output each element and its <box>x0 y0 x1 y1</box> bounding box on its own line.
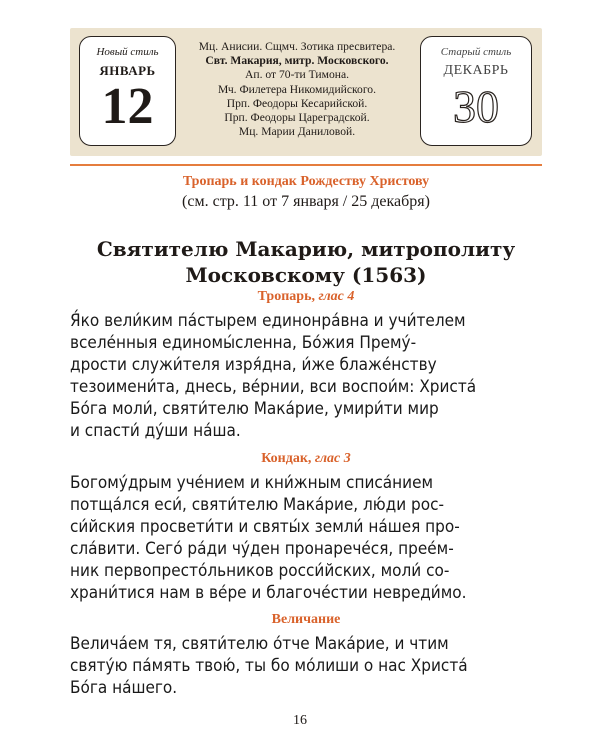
old-style-label: Старый стиль <box>440 46 512 58</box>
troparion-text <box>70 310 550 442</box>
text-line: Богому́дрым уче́нием и кни́жным списа́нием <box>70 473 434 493</box>
text-line: потща́лся еси́, святи́телю Мака́рие, лю́ди рос- <box>70 495 445 515</box>
text-line: Бо́га моли́, святи́телю Мака́рие, умири́ти мир <box>70 399 439 419</box>
saint-line: Мц. Анисии. Сщмч. Зотика пресвитера. <box>198 40 396 53</box>
saint-line: Прп. Феодоры Кесарийской. <box>226 96 368 110</box>
saints-list <box>180 40 414 139</box>
saint-line: Мц. Марии Даниловой. <box>238 125 356 139</box>
kontakion-tone: глас 3 <box>314 451 351 466</box>
text-line: Велича́ем тя, святи́телю о́тче Мака́рие, и чтим <box>70 634 449 654</box>
kontakion-heading-label: Кондак, <box>261 451 312 466</box>
kontakion-text <box>70 472 550 604</box>
old-style-date-box <box>420 36 532 146</box>
kontakion-heading <box>70 451 542 467</box>
header-divider <box>70 164 542 166</box>
text-line: святу́ю па́мять твою́, ты бо мо́лиши о нас Христа́ <box>70 656 468 676</box>
saint-line: Ап. от 70-ти Тимона. <box>245 68 349 82</box>
text-line: Я́ко вели́ким па́стырем единонра́вна и учи́телем <box>70 311 466 331</box>
page-title <box>70 236 542 288</box>
text-line: храни́тися нам в ве́ре и благоче́стии невреди́мо. <box>70 583 467 603</box>
text-line: сла́вити. Сего́ ра́ди чу́ден пронарече́ся, прее́м- <box>70 539 454 559</box>
troparion-tone: глас 4 <box>318 289 355 304</box>
troparion-reference-title: Тропарь и кондак Рождеству Христову <box>182 174 430 189</box>
magnification-heading-label: Величание <box>271 612 341 627</box>
text-line: ник первопресто́льников росси́йских, моли́ со- <box>70 561 450 581</box>
text-line: дрости служи́теля изря́дна, и́же блаже́нству <box>70 355 437 375</box>
troparion-heading-label: Тропарь, <box>257 289 315 304</box>
saint-line: Прп. Феодоры Цареградской. <box>224 111 370 125</box>
text-line: Бо́га на́шего. <box>70 678 178 698</box>
page-number: 16 <box>293 713 307 728</box>
text-line: си́йския просвети́ти и святы́х земли́ на́шея про- <box>70 517 460 537</box>
magnification-heading <box>70 612 542 628</box>
new-style-date-box <box>79 36 176 146</box>
saint-line-highlight: Свт. Макария, митр. Московского. <box>205 54 389 68</box>
text-line: и спасти́ ду́ши на́ша. <box>70 421 241 441</box>
page-title-line: Московскому (1563) <box>185 263 427 287</box>
troparion-heading <box>70 289 542 305</box>
troparion-reference-see: (см. стр. 11 от 7 января / 25 декабря) <box>182 193 430 210</box>
new-style-day: 12 <box>101 78 154 135</box>
old-style-day: 30 <box>453 81 499 132</box>
new-style-month: ЯНВАРЬ <box>99 63 156 78</box>
old-style-month: ДЕКАБРЬ <box>443 63 509 78</box>
magnification-text <box>70 633 550 699</box>
text-line: тезоимени́та, днесь, ве́рнии, вси воспои́м: Христа́ <box>70 377 477 397</box>
new-style-label: Новый стиль <box>96 46 159 58</box>
text-line: вселе́нныя единомы́сленна, Бо́жия Прему́- <box>70 333 417 353</box>
saint-line: Мч. Филетера Никомидийского. <box>217 82 377 96</box>
page-title-line: Святителю Макарию, митрополиту <box>96 237 516 261</box>
